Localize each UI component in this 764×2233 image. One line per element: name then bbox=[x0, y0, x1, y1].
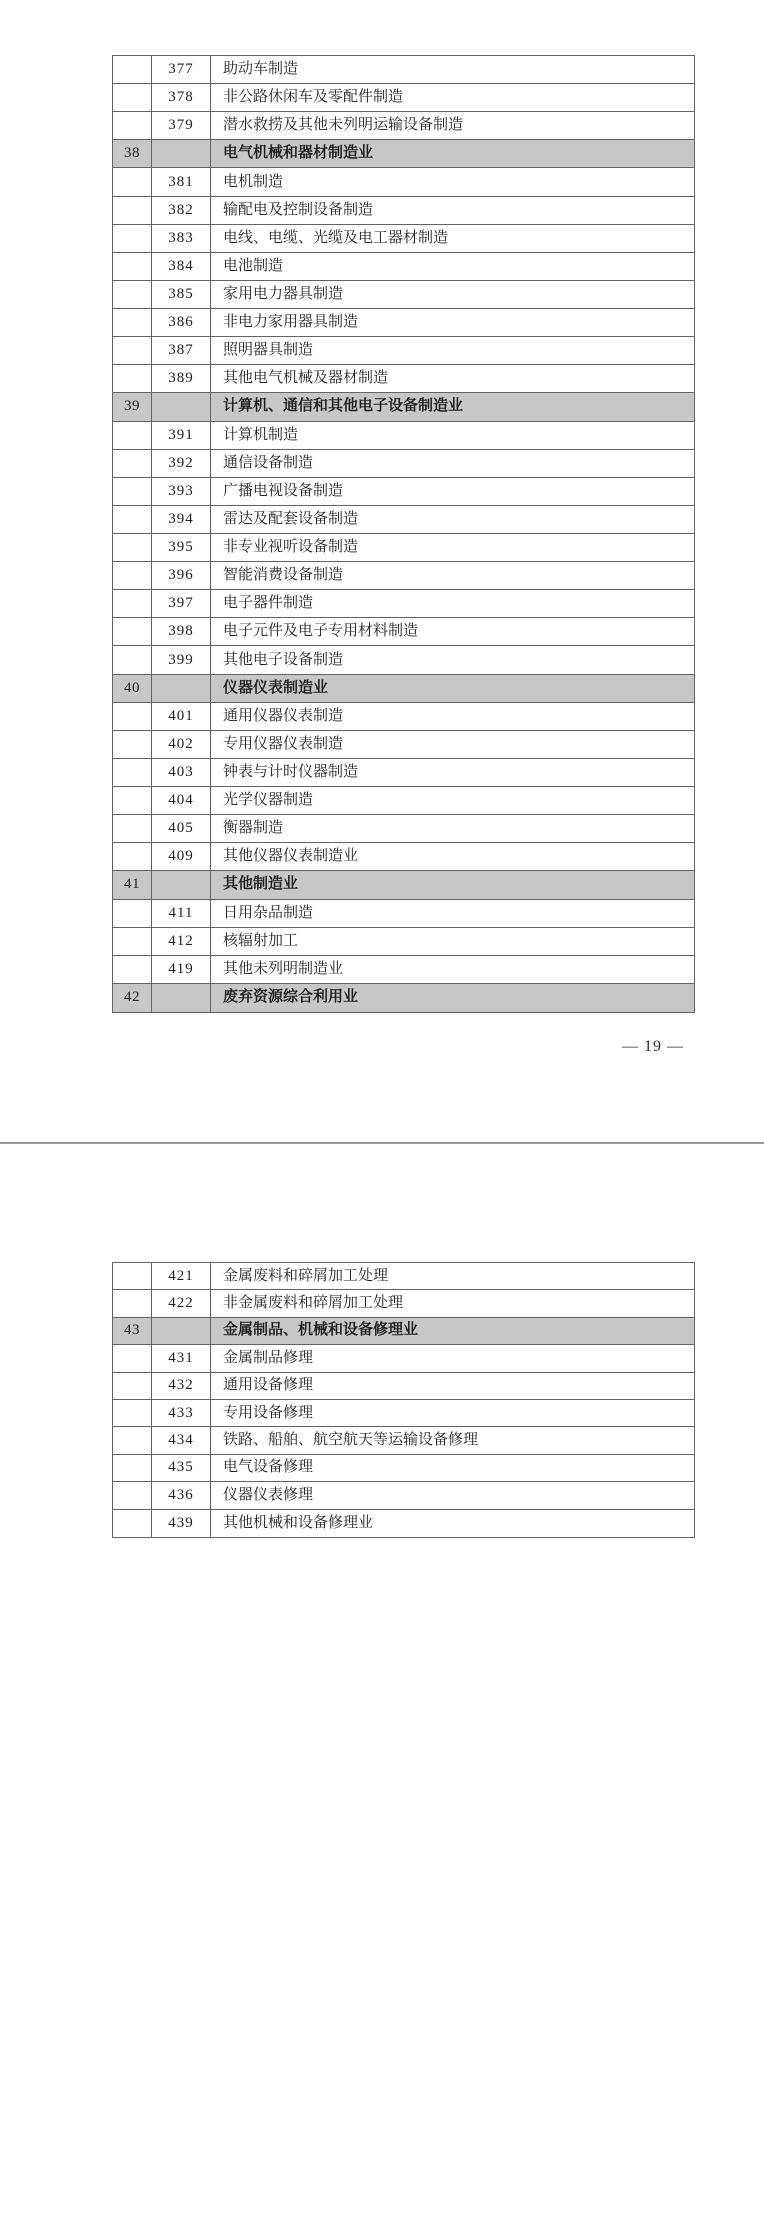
industry-code-cell: 411 bbox=[152, 900, 211, 927]
section-code-cell: 39 bbox=[113, 393, 152, 420]
industry-code-cell: 397 bbox=[152, 590, 211, 617]
section-code-cell bbox=[113, 1290, 152, 1316]
industry-name-cell: 光学仪器制造 bbox=[223, 792, 314, 809]
section-code-cell bbox=[113, 168, 152, 195]
industry-name-cell: 金属制品修理 bbox=[223, 1349, 314, 1366]
section-code-cell bbox=[113, 197, 152, 224]
industry-name-cell: 钟表与计时仪器制造 bbox=[223, 763, 359, 780]
section-header-row bbox=[113, 675, 694, 703]
industry-row bbox=[113, 1510, 694, 1537]
industry-name-cell: 智能消费设备制造 bbox=[223, 567, 344, 584]
section-code-cell: 42 bbox=[113, 984, 152, 1012]
industry-code-cell: 379 bbox=[152, 112, 211, 139]
industry-row bbox=[113, 450, 694, 478]
industry-classification-table-page19 bbox=[112, 55, 695, 1013]
industry-name-cell: 电气机械和器材制造业 bbox=[223, 145, 374, 162]
section-code-cell bbox=[113, 759, 152, 786]
industry-row bbox=[113, 1263, 694, 1290]
section-code-cell bbox=[113, 1455, 152, 1481]
industry-code-cell: 439 bbox=[152, 1510, 211, 1537]
industry-code-cell: 431 bbox=[152, 1345, 211, 1371]
page-separator-line bbox=[0, 1142, 764, 1144]
industry-name-cell: 电子元件及电子专用材料制造 bbox=[223, 623, 419, 640]
section-code-cell bbox=[113, 928, 152, 955]
industry-row bbox=[113, 1345, 694, 1372]
section-code-cell bbox=[113, 618, 152, 645]
industry-code-cell: 419 bbox=[152, 956, 211, 983]
industry-name-cell: 非金属废料和碎屑加工处理 bbox=[223, 1295, 404, 1312]
industry-row bbox=[113, 506, 694, 534]
section-code-cell bbox=[113, 815, 152, 842]
industry-code-cell: 405 bbox=[152, 815, 211, 842]
industry-name-cell: 电子器件制造 bbox=[223, 595, 314, 612]
section-code-cell bbox=[113, 787, 152, 814]
section-header-row bbox=[113, 140, 694, 168]
industry-code-cell: 378 bbox=[152, 84, 211, 111]
section-code-cell bbox=[113, 337, 152, 364]
section-code-cell bbox=[113, 365, 152, 392]
industry-code-cell bbox=[152, 871, 211, 898]
industry-code-cell: 385 bbox=[152, 281, 211, 308]
industry-name-cell: 输配电及控制设备制造 bbox=[223, 201, 374, 218]
industry-row bbox=[113, 112, 694, 140]
industry-code-cell bbox=[152, 675, 211, 702]
industry-row bbox=[113, 590, 694, 618]
industry-code-cell: 386 bbox=[152, 309, 211, 336]
section-code-cell bbox=[113, 534, 152, 561]
industry-code-cell: 389 bbox=[152, 365, 211, 392]
section-code-cell bbox=[113, 843, 152, 870]
industry-name-cell: 广播电视设备制造 bbox=[223, 482, 344, 499]
industry-name-cell: 家用电力器具制造 bbox=[223, 285, 344, 302]
industry-name-cell: 其他机械和设备修理业 bbox=[223, 1514, 374, 1531]
industry-code-cell bbox=[152, 393, 211, 420]
industry-row bbox=[113, 56, 694, 84]
section-header-row bbox=[113, 393, 694, 421]
industry-row bbox=[113, 928, 694, 956]
industry-row bbox=[113, 618, 694, 646]
industry-row bbox=[113, 534, 694, 562]
industry-name-cell: 计算机、通信和其他电子设备制造业 bbox=[223, 398, 464, 415]
section-code-cell bbox=[113, 1263, 152, 1289]
industry-code-cell: 398 bbox=[152, 618, 211, 645]
industry-code-cell bbox=[152, 140, 211, 167]
section-code-cell bbox=[113, 646, 152, 673]
industry-name-cell: 其他电气机械及器材制造 bbox=[223, 370, 389, 387]
industry-name-cell: 其他仪器仪表制造业 bbox=[223, 848, 359, 865]
industry-code-cell: 394 bbox=[152, 506, 211, 533]
industry-row bbox=[113, 365, 694, 393]
industry-name-cell: 仪器仪表修理 bbox=[223, 1486, 314, 1503]
section-code-cell bbox=[113, 112, 152, 139]
industry-code-cell: 391 bbox=[152, 422, 211, 449]
industry-row bbox=[113, 843, 694, 871]
industry-name-cell: 金属废料和碎屑加工处理 bbox=[223, 1267, 389, 1284]
industry-name-cell: 助动车制造 bbox=[223, 61, 299, 78]
industry-code-cell: 402 bbox=[152, 731, 211, 758]
industry-row bbox=[113, 731, 694, 759]
section-code-cell bbox=[113, 450, 152, 477]
section-code-cell bbox=[113, 956, 152, 983]
section-code-cell bbox=[113, 56, 152, 83]
industry-code-cell: 434 bbox=[152, 1427, 211, 1453]
industry-row bbox=[113, 815, 694, 843]
industry-code-cell: 381 bbox=[152, 168, 211, 195]
industry-code-cell: 432 bbox=[152, 1373, 211, 1399]
section-code-cell bbox=[113, 1345, 152, 1371]
section-code-cell bbox=[113, 1510, 152, 1537]
industry-name-cell: 其他制造业 bbox=[223, 876, 299, 893]
industry-code-cell: 403 bbox=[152, 759, 211, 786]
industry-name-cell: 专用仪器仪表制造 bbox=[223, 735, 344, 752]
section-code-cell bbox=[113, 590, 152, 617]
industry-name-cell: 电机制造 bbox=[223, 173, 284, 190]
industry-name-cell: 计算机制造 bbox=[223, 426, 299, 443]
section-code-cell bbox=[113, 731, 152, 758]
page-number: — 19 — bbox=[622, 1038, 684, 1055]
industry-name-cell: 铁路、船舶、航空航天等运输设备修理 bbox=[223, 1432, 479, 1449]
section-code-cell bbox=[113, 309, 152, 336]
industry-row bbox=[113, 703, 694, 731]
industry-code-cell: 382 bbox=[152, 197, 211, 224]
industry-code-cell: 387 bbox=[152, 337, 211, 364]
industry-row bbox=[113, 1400, 694, 1427]
industry-code-cell: 393 bbox=[152, 478, 211, 505]
industry-row bbox=[113, 1427, 694, 1454]
industry-name-cell: 潜水救捞及其他未列明运输设备制造 bbox=[223, 117, 464, 134]
industry-classification-table-page20 bbox=[112, 1262, 695, 1538]
industry-name-cell: 专用设备修理 bbox=[223, 1404, 314, 1421]
industry-name-cell: 其他电子设备制造 bbox=[223, 651, 344, 668]
industry-row bbox=[113, 478, 694, 506]
industry-row bbox=[113, 225, 694, 253]
industry-row bbox=[113, 1455, 694, 1482]
section-code-cell bbox=[113, 1400, 152, 1426]
industry-row bbox=[113, 84, 694, 112]
industry-row bbox=[113, 1373, 694, 1400]
industry-code-cell: 422 bbox=[152, 1290, 211, 1316]
industry-code-cell: 377 bbox=[152, 56, 211, 83]
industry-row bbox=[113, 900, 694, 928]
industry-code-cell: 384 bbox=[152, 253, 211, 280]
industry-row bbox=[113, 1482, 694, 1509]
section-code-cell bbox=[113, 225, 152, 252]
industry-name-cell: 电气设备修理 bbox=[223, 1459, 314, 1476]
industry-code-cell: 401 bbox=[152, 703, 211, 730]
industry-name-cell: 其他未列明制造业 bbox=[223, 960, 344, 977]
section-header-row bbox=[113, 984, 694, 1012]
section-code-cell bbox=[113, 1373, 152, 1399]
section-code-cell bbox=[113, 703, 152, 730]
industry-code-cell: 436 bbox=[152, 1482, 211, 1508]
industry-code-cell bbox=[152, 984, 211, 1012]
section-code-cell: 43 bbox=[113, 1318, 152, 1344]
section-code-cell bbox=[113, 84, 152, 111]
industry-name-cell: 仪器仪表制造业 bbox=[223, 679, 329, 696]
section-code-cell bbox=[113, 281, 152, 308]
industry-name-cell: 通用设备修理 bbox=[223, 1377, 314, 1394]
section-code-cell bbox=[113, 562, 152, 589]
industry-code-cell: 433 bbox=[152, 1400, 211, 1426]
industry-code-cell: 412 bbox=[152, 928, 211, 955]
industry-row bbox=[113, 759, 694, 787]
industry-code-cell: 399 bbox=[152, 646, 211, 673]
section-code-cell bbox=[113, 900, 152, 927]
industry-name-cell: 电池制造 bbox=[223, 257, 284, 274]
section-code-cell: 40 bbox=[113, 675, 152, 702]
industry-name-cell: 核辐射加工 bbox=[223, 932, 299, 949]
industry-row bbox=[113, 422, 694, 450]
industry-row bbox=[113, 646, 694, 674]
section-code-cell: 41 bbox=[113, 871, 152, 898]
industry-name-cell: 照明器具制造 bbox=[223, 342, 314, 359]
section-code-cell bbox=[113, 253, 152, 280]
industry-row bbox=[113, 309, 694, 337]
industry-code-cell bbox=[152, 1318, 211, 1344]
industry-row bbox=[113, 197, 694, 225]
section-code-cell bbox=[113, 478, 152, 505]
industry-code-cell: 435 bbox=[152, 1455, 211, 1481]
section-code-cell bbox=[113, 506, 152, 533]
industry-row bbox=[113, 787, 694, 815]
industry-name-cell: 通用仪器仪表制造 bbox=[223, 707, 344, 724]
industry-code-cell: 421 bbox=[152, 1263, 211, 1289]
industry-code-cell: 392 bbox=[152, 450, 211, 477]
industry-row bbox=[113, 253, 694, 281]
industry-code-cell: 395 bbox=[152, 534, 211, 561]
section-header-row bbox=[113, 1318, 694, 1345]
industry-name-cell: 非公路休闲车及零配件制造 bbox=[223, 89, 404, 106]
industry-name-cell: 通信设备制造 bbox=[223, 454, 314, 471]
industry-name-cell: 非电力家用器具制造 bbox=[223, 314, 359, 331]
industry-name-cell: 电线、电缆、光缆及电工器材制造 bbox=[223, 229, 449, 246]
industry-row bbox=[113, 337, 694, 365]
section-code-cell bbox=[113, 1427, 152, 1453]
section-code-cell bbox=[113, 1482, 152, 1508]
section-code-cell bbox=[113, 422, 152, 449]
industry-row bbox=[113, 168, 694, 196]
industry-code-cell: 383 bbox=[152, 225, 211, 252]
industry-name-cell: 雷达及配套设备制造 bbox=[223, 510, 359, 527]
industry-code-cell: 409 bbox=[152, 843, 211, 870]
industry-name-cell: 非专业视听设备制造 bbox=[223, 539, 359, 556]
industry-row bbox=[113, 562, 694, 590]
industry-name-cell: 衡器制造 bbox=[223, 820, 284, 837]
industry-row bbox=[113, 281, 694, 309]
section-header-row bbox=[113, 871, 694, 899]
industry-name-cell: 金属制品、机械和设备修理业 bbox=[223, 1322, 419, 1339]
industry-row bbox=[113, 1290, 694, 1317]
industry-name-cell: 日用杂品制造 bbox=[223, 904, 314, 921]
industry-name-cell: 废弃资源综合利用业 bbox=[223, 989, 359, 1006]
industry-code-cell: 404 bbox=[152, 787, 211, 814]
section-code-cell: 38 bbox=[113, 140, 152, 167]
industry-row bbox=[113, 956, 694, 984]
industry-code-cell: 396 bbox=[152, 562, 211, 589]
